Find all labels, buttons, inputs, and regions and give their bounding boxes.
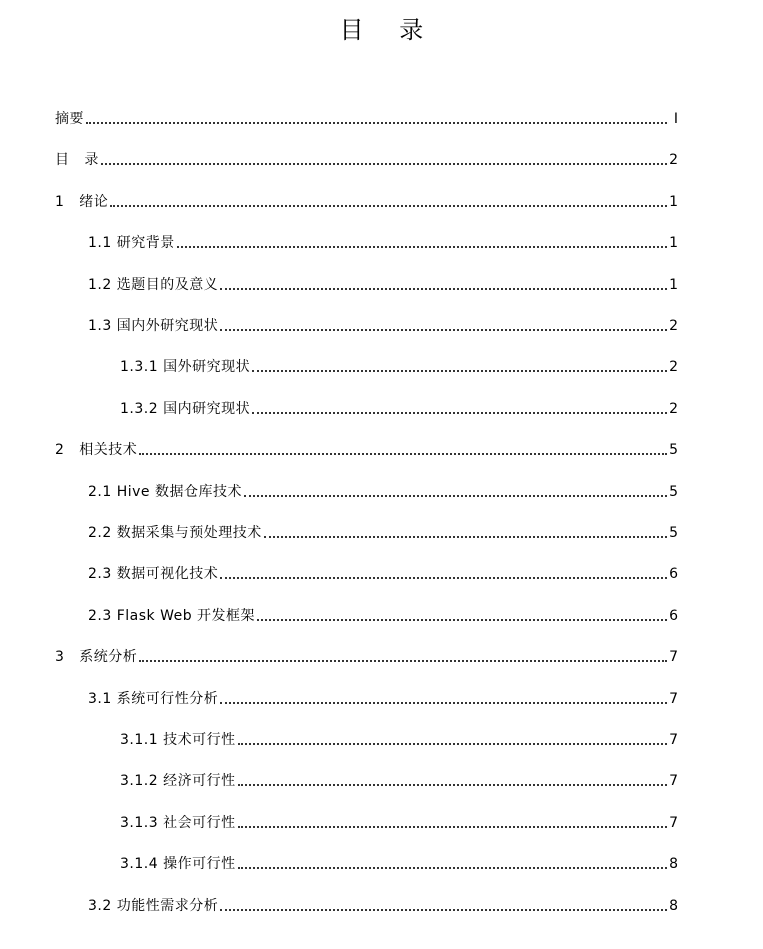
toc-entry-label: 3.1.1 技术可行性 [120, 732, 236, 748]
toc-entry[interactable] [120, 853, 678, 875]
dot-leader [86, 122, 667, 124]
dot-leader [220, 577, 667, 579]
toc-entry-label: 1 绪论 [55, 193, 109, 210]
toc-entry[interactable] [120, 356, 678, 378]
toc-page-number: 5 [669, 525, 678, 541]
toc-entry-label: 3 系统分析 [55, 649, 138, 666]
toc-entry-label: 3.2 功能性需求分析 [88, 897, 219, 914]
toc-entry[interactable] [88, 688, 678, 710]
toc-entry[interactable] [120, 398, 678, 420]
toc-entry-label: 1.3 国内外研究现状 [88, 318, 219, 334]
toc-page-number: 6 [669, 607, 678, 624]
toc-page-number: 1 [669, 235, 678, 252]
toc-entry-label: 2.2 数据采集与预处理技术 [88, 525, 262, 541]
toc-entry-label: 2.1 Hive 数据仓库技术 [88, 483, 242, 500]
dot-leader [238, 784, 667, 786]
toc-entry-label: 2 相关技术 [55, 442, 138, 459]
toc-entry[interactable] [55, 191, 678, 213]
toc-entry-label: 3.1 系统可行性分析 [88, 690, 219, 707]
toc-entry-label: 目 录 [55, 152, 99, 169]
toc-page-number: 5 [669, 483, 678, 500]
toc-entry[interactable] [88, 563, 678, 585]
toc-page-number: 7 [669, 773, 678, 790]
dot-leader [110, 205, 667, 207]
toc-entry[interactable] [120, 812, 678, 834]
toc-entry[interactable] [55, 108, 678, 130]
page-title: 目 录 [339, 16, 438, 44]
toc-page-number: 1 [669, 193, 678, 210]
toc-entry[interactable] [88, 895, 678, 917]
dot-leader [101, 163, 667, 165]
toc-page-number: 7 [669, 814, 678, 831]
toc-page-number: 2 [669, 318, 678, 334]
toc-entry[interactable] [55, 149, 678, 171]
dot-leader [139, 660, 667, 662]
toc-entry-label: 2.3 Flask Web 开发框架 [88, 607, 256, 624]
toc-entry[interactable] [88, 481, 678, 503]
toc-page-number: 1 [669, 276, 678, 293]
toc-page-number: I [673, 111, 678, 127]
toc-page-number: 5 [669, 442, 678, 459]
toc-entry[interactable] [88, 274, 678, 296]
toc-entry-label: 2.3 数据可视化技术 [88, 566, 219, 583]
dot-leader [220, 288, 667, 290]
toc-entry-label: 1.3.1 国外研究现状 [120, 359, 251, 376]
dot-leader [177, 246, 667, 248]
toc-page-number: 2 [669, 359, 678, 376]
toc-entry[interactable] [88, 232, 678, 254]
dot-leader [238, 743, 667, 745]
toc-entry[interactable] [120, 729, 678, 751]
toc-entry[interactable] [120, 770, 678, 792]
toc-entry-label: 3.1.2 经济可行性 [120, 773, 236, 790]
toc-page-number: 7 [669, 649, 678, 666]
toc-entry[interactable] [88, 605, 678, 627]
toc-page-number: 7 [669, 732, 678, 748]
dot-leader [252, 370, 667, 372]
dot-leader [238, 826, 667, 828]
toc-page-number: 7 [669, 690, 678, 707]
toc-entry-label: 1.2 选题目的及意义 [88, 276, 219, 293]
toc-entry-label: 摘要 [55, 111, 84, 127]
toc-page-number: 2 [669, 400, 678, 417]
dot-leader [244, 495, 667, 497]
toc-page-number: 8 [669, 897, 678, 914]
toc-entry-label: 1.1 研究背景 [88, 235, 175, 252]
toc-entry[interactable] [88, 315, 678, 337]
dot-leader [220, 329, 667, 331]
dot-leader [238, 867, 667, 869]
toc-entry[interactable] [88, 522, 678, 544]
toc-page-number: 6 [669, 566, 678, 583]
dot-leader [220, 702, 667, 704]
dot-leader [257, 619, 667, 621]
dot-leader [220, 909, 667, 911]
dot-leader [139, 453, 667, 455]
dot-leader [264, 536, 667, 538]
toc-page-number: 2 [669, 152, 678, 169]
toc-entry-label: 3.1.4 操作可行性 [120, 856, 236, 873]
toc-entry-label: 3.1.3 社会可行性 [120, 814, 236, 831]
toc-entry[interactable] [55, 439, 678, 461]
dot-leader [252, 412, 667, 414]
toc-entry-label: 1.3.2 国内研究现状 [120, 400, 251, 417]
toc-entry[interactable] [55, 646, 678, 668]
toc-page-number: 8 [669, 856, 678, 873]
